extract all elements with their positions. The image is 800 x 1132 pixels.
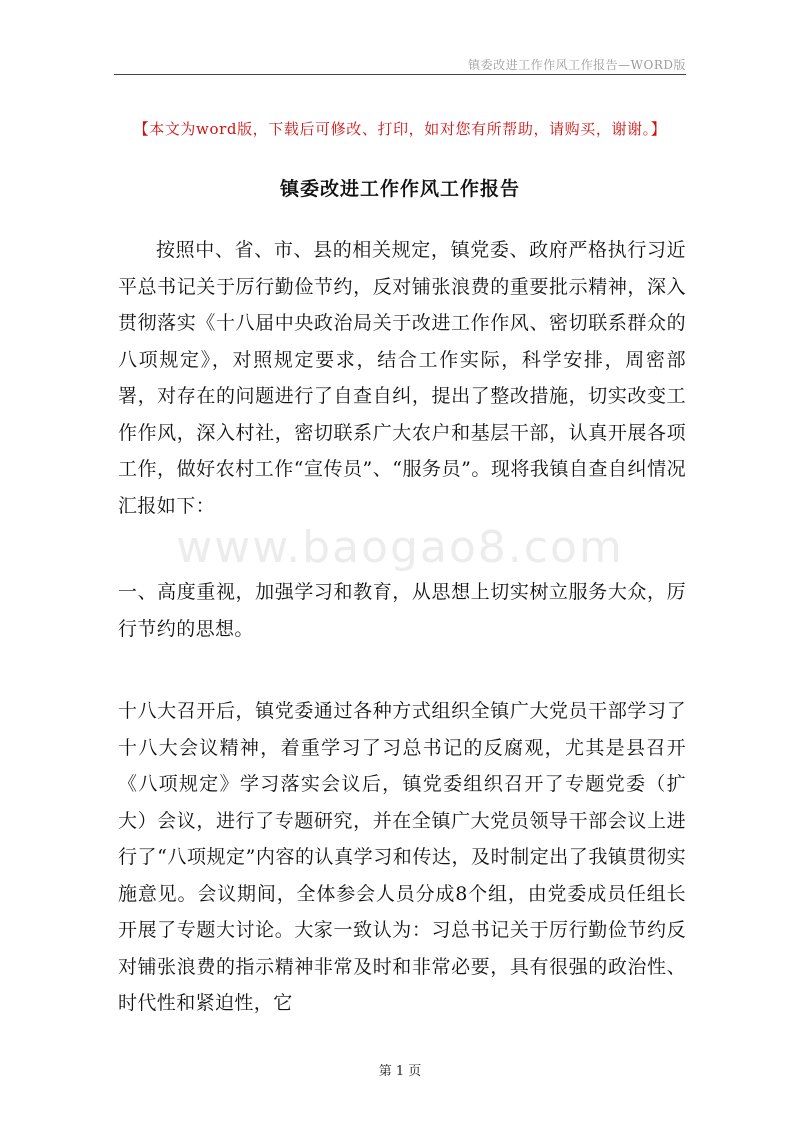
download-notice: 【本文为word版，下载后可修改、打印，如对您有所帮助，请购买，谢谢。】 bbox=[133, 120, 667, 138]
running-header: 镇委改进工作作风工作报告—WORD版 bbox=[468, 58, 686, 72]
header-divider bbox=[114, 74, 686, 75]
document-title: 镇委改进工作作风工作报告 bbox=[279, 178, 520, 200]
body-paragraph-intro: 按照中、省、市、县的相关规定，镇党委、政府严格执行习近平总书记关于厉行勤俭节约，反对铺张浪费的重要批示精神，深入贯彻落实《十八届中央政治局关于改进工作作风、密切联系群众的八项规定》，对照规定要求，结合工作实际，科学安排，周密部署，对存在的问题进行了自查自纠，提出了整改措施，切实改变工作作风，深入村社，密切联系广大农户和基层干部，认真开展各项工作，做好农村工作“宣传员”、“服务员”。现将我镇自查自纠情况汇报如下： bbox=[118, 239, 686, 517]
body-paragraph-section-1: 十八大召开后，镇党委通过各种方式组织全镇广大党员干部学习了十八大会议精神，着重学习了习总书记的反腐观，尤其是县召开《八项规定》学习落实会议后，镇党委组织召开了专题党委（扩大）会议，进行了专题研究，并在全镇广大党员领导干部会议上进行了“八项规定”内容的认真学习和传达，及时制定出了我镇贯彻实施意见。会议期间，全体参会人员分成8个组，由党委成员任组长开展了专题大讨论。大家一致认为：习总书记关于厉行勤俭节约反对铺张浪费的指示精神非常及时和非常必要，具有很强的政治性、时代性和紧迫性，它 bbox=[118, 700, 686, 1014]
watermark: www.baogao8.com bbox=[176, 522, 624, 573]
page-number: 第 1 页 bbox=[378, 1064, 422, 1079]
section-heading-1: 一、高度重视，加强学习和教育，从思想上切实树立服务大众，厉行节约的思想。 bbox=[118, 581, 686, 640]
